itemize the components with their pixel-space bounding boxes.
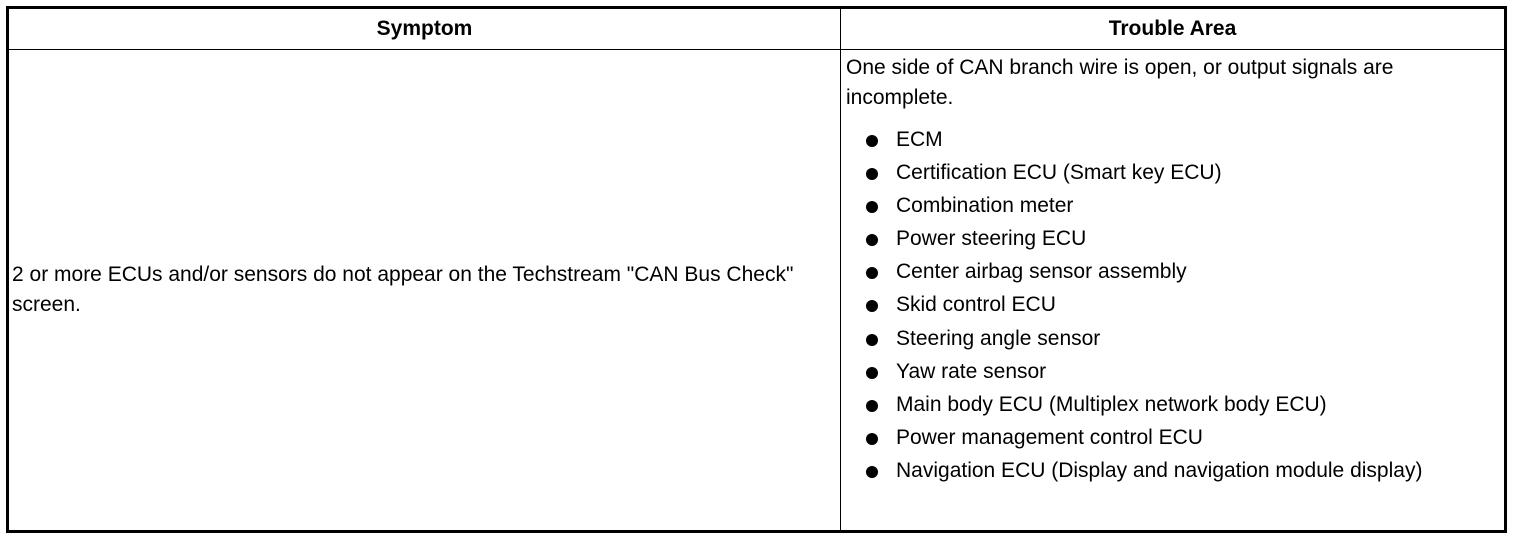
symptom-header: Symptom — [8, 8, 841, 50]
bullet-icon — [866, 466, 878, 478]
list-item — [846, 224, 1498, 254]
list-item-text: Certification ECU (Smart key ECU) — [896, 161, 1222, 185]
list-item — [846, 357, 1498, 387]
trouble-area-cell — [841, 50, 1506, 532]
list-item-text: Yaw rate sensor — [896, 359, 1047, 383]
list-item — [846, 324, 1498, 354]
bullet-icon — [866, 334, 878, 346]
list-item-text: Steering angle sensor — [896, 326, 1101, 350]
bullet-icon — [866, 168, 878, 180]
header-row — [8, 8, 1506, 50]
symptom-trouble-table — [6, 6, 1507, 533]
list-item — [846, 456, 1498, 486]
trouble-area-header: Trouble Area — [841, 8, 1506, 50]
bullet-icon — [866, 135, 878, 147]
table-row — [8, 50, 1506, 532]
list-item — [846, 423, 1498, 453]
list-item-text: Center airbag sensor assembly — [896, 260, 1187, 284]
bullet-icon — [866, 433, 878, 445]
list-item — [846, 158, 1498, 188]
list-item — [846, 390, 1498, 420]
bullet-icon — [866, 300, 878, 312]
list-item — [846, 257, 1498, 287]
trouble-area-list — [846, 125, 1498, 486]
bullet-icon — [866, 400, 878, 412]
list-item-text: Combination meter — [896, 194, 1074, 218]
list-item — [846, 191, 1498, 221]
list-item-text: Power steering ECU — [896, 227, 1087, 251]
list-item — [846, 125, 1498, 155]
bullet-icon — [866, 234, 878, 246]
list-item-text: Navigation ECU (Display and navigation module display) — [896, 458, 1423, 482]
list-item-text: Main body ECU (Multiplex network body ECU) — [896, 392, 1327, 416]
symptom-cell: 2 or more ECUs and/or sensors do not appear on the Techstream "CAN Bus Check" screen. — [8, 50, 841, 532]
list-item-text: ECM — [896, 128, 943, 151]
list-item — [846, 290, 1498, 320]
trouble-area-intro: One side of CAN branch wire is open, or output signals are incomplete. — [846, 56, 1394, 109]
list-item-text: Power management control ECU — [896, 425, 1203, 449]
bullet-icon — [866, 267, 878, 279]
list-item-text: Skid control ECU — [896, 293, 1056, 317]
bullet-icon — [866, 201, 878, 213]
bullet-icon — [866, 367, 878, 379]
